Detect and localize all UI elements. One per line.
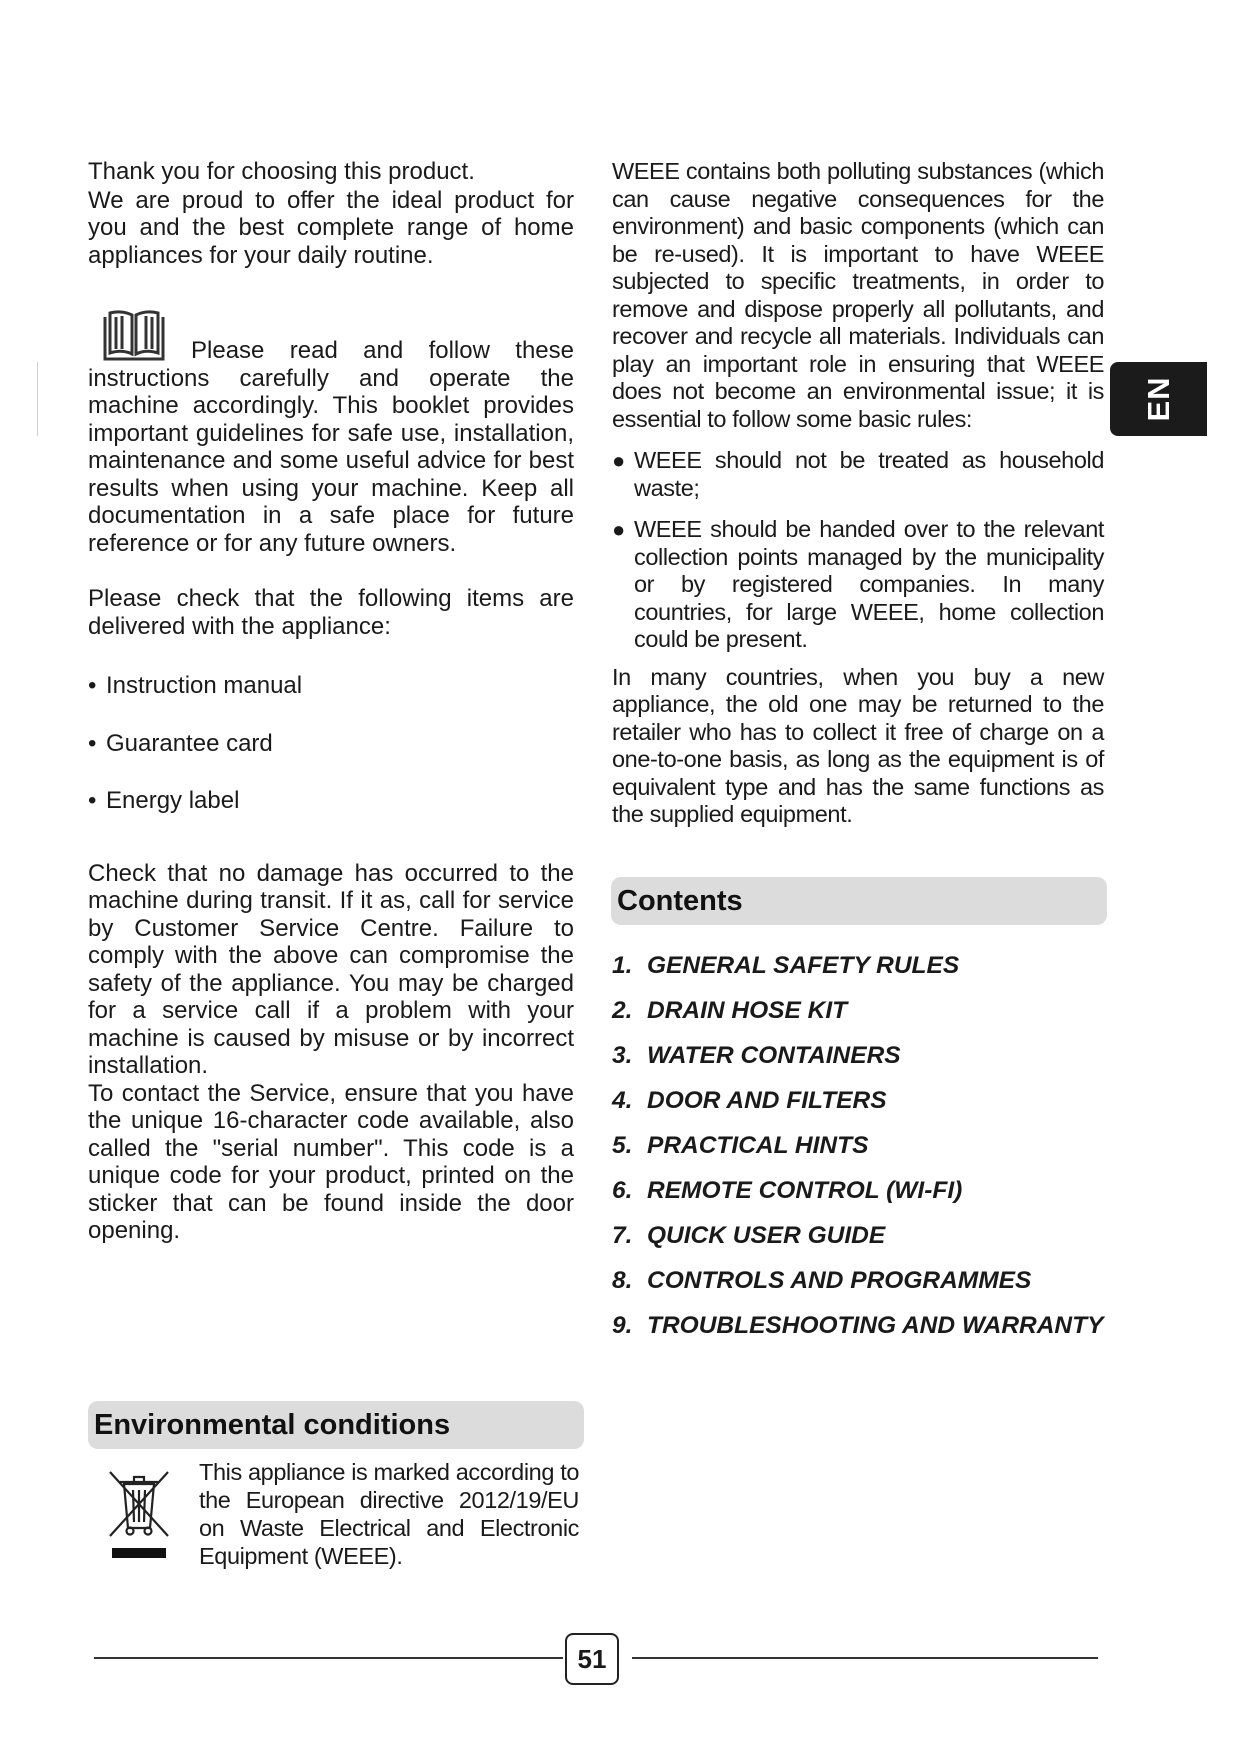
delivered-items-list xyxy=(88,672,574,815)
environmental-text: This appliance is marked according to the European directive 2012/19/EU on Waste Electrical and Electronic Equipment (WEEE). xyxy=(199,1459,579,1569)
delivered-item: • Guarantee card xyxy=(88,729,273,757)
bullet-icon: • xyxy=(88,729,97,757)
contents-item[interactable]: 3. WATER CONTAINERS xyxy=(612,1042,901,1069)
weee-bullet: ● WEEE should not be treated as household waste; xyxy=(612,447,1104,501)
contents-item[interactable]: 6. REMOTE CONTROL (WI-FI) xyxy=(612,1177,963,1204)
damage-check-text: Check that no damage has occurred to the machine during transit. If it as, call for service by Customer Service Centre. Failure to comply with the above can compromise the safety of the appliance. You may be charged for a service call if a problem with your machine is caused by misuse or by incorrect installation. xyxy=(88,859,574,1079)
left-column xyxy=(88,158,574,1245)
delivered-item: • Instruction manual xyxy=(88,672,303,699)
crossed-bin-icon xyxy=(104,1464,174,1560)
contents-item[interactable]: 9. TROUBLESHOOTING AND WARRANTY xyxy=(612,1312,1104,1339)
contact-service-text: To contact the Service, ensure that you have the unique 16-character code available, also called the "serial number". This code is a unique code for your product, printed on the sticker that can be found inside the door opening. xyxy=(88,1079,574,1244)
environmental-heading: Environmental conditions xyxy=(88,1401,584,1449)
bullet-icon: • xyxy=(88,672,97,699)
weee-bullet: ● WEEE should be handed over to the relevant collection points managed by the municipality or by registered companies. In many countries, for large WEEE, home collection could be present. xyxy=(612,516,1104,652)
footer-divider-right xyxy=(632,1657,1098,1659)
language-tab xyxy=(1110,362,1207,436)
contents-item[interactable]: 2. DRAIN HOSE KIT xyxy=(612,997,848,1024)
retailer-text: In many countries, when you buy a new appliance, the old one may be returned to the retailer who has to collect it free of charge on a one-to-one basis, as long as the equipment is of equivalent type and has the same functions as the supplied equipment. xyxy=(612,663,1104,827)
contents-item[interactable]: 4. DOOR AND FILTERS xyxy=(612,1087,887,1114)
contents-item[interactable]: 1. GENERAL SAFETY RULES xyxy=(612,952,960,979)
thanks-text: Thank you for choosing this product. xyxy=(88,158,475,185)
page-number: 51 xyxy=(565,1633,619,1685)
language-tab-label: EN xyxy=(1140,376,1176,422)
contents-item[interactable]: 5. PRACTICAL HINTS xyxy=(612,1132,869,1159)
filled-circle-icon: ● xyxy=(612,517,625,542)
contents-heading: Contents xyxy=(611,877,1107,925)
contents-item[interactable]: 7. QUICK USER GUIDE xyxy=(612,1222,886,1249)
footer-divider-left xyxy=(94,1657,563,1659)
bullet-icon: • xyxy=(88,787,97,814)
proud-text: We are proud to offer the ideal product for you and the best complete range of home appliances for your daily routine. xyxy=(88,186,574,269)
read-first-block xyxy=(88,307,574,365)
contents-item[interactable]: 8. CONTROLS AND PROGRAMMES xyxy=(612,1267,1032,1294)
delivered-item: • Energy label xyxy=(88,787,240,814)
filled-circle-icon: ● xyxy=(612,448,625,473)
right-column xyxy=(612,158,1104,829)
margin-mark xyxy=(37,362,38,436)
check-items-text: Please check that the following items are delivered with the appliance: xyxy=(88,585,574,640)
weee-intro-text: WEEE contains both polluting substances (which can cause negative consequences for the environment) and basic components (which can be re-used). It is important to have WEEE subjected to specific treatments, in order to remove and dispose properly all pollutants, and recover and recycle all materials. Individuals can play an important role in ensuring that WEEE does not become an environmental issue; it is essential to follow some basic rules: xyxy=(612,158,1104,432)
open-book-icon xyxy=(102,307,166,363)
contents-list xyxy=(612,951,1112,1356)
read-instructions-text: Please read and follow these instructions carefully and operate the machine accordingly. This booklet provides important guidelines for safe use, installation, maintenance and some useful advice for best results when using your machine. Keep all documentation in a safe place for future reference or for any future owners. xyxy=(88,337,574,557)
